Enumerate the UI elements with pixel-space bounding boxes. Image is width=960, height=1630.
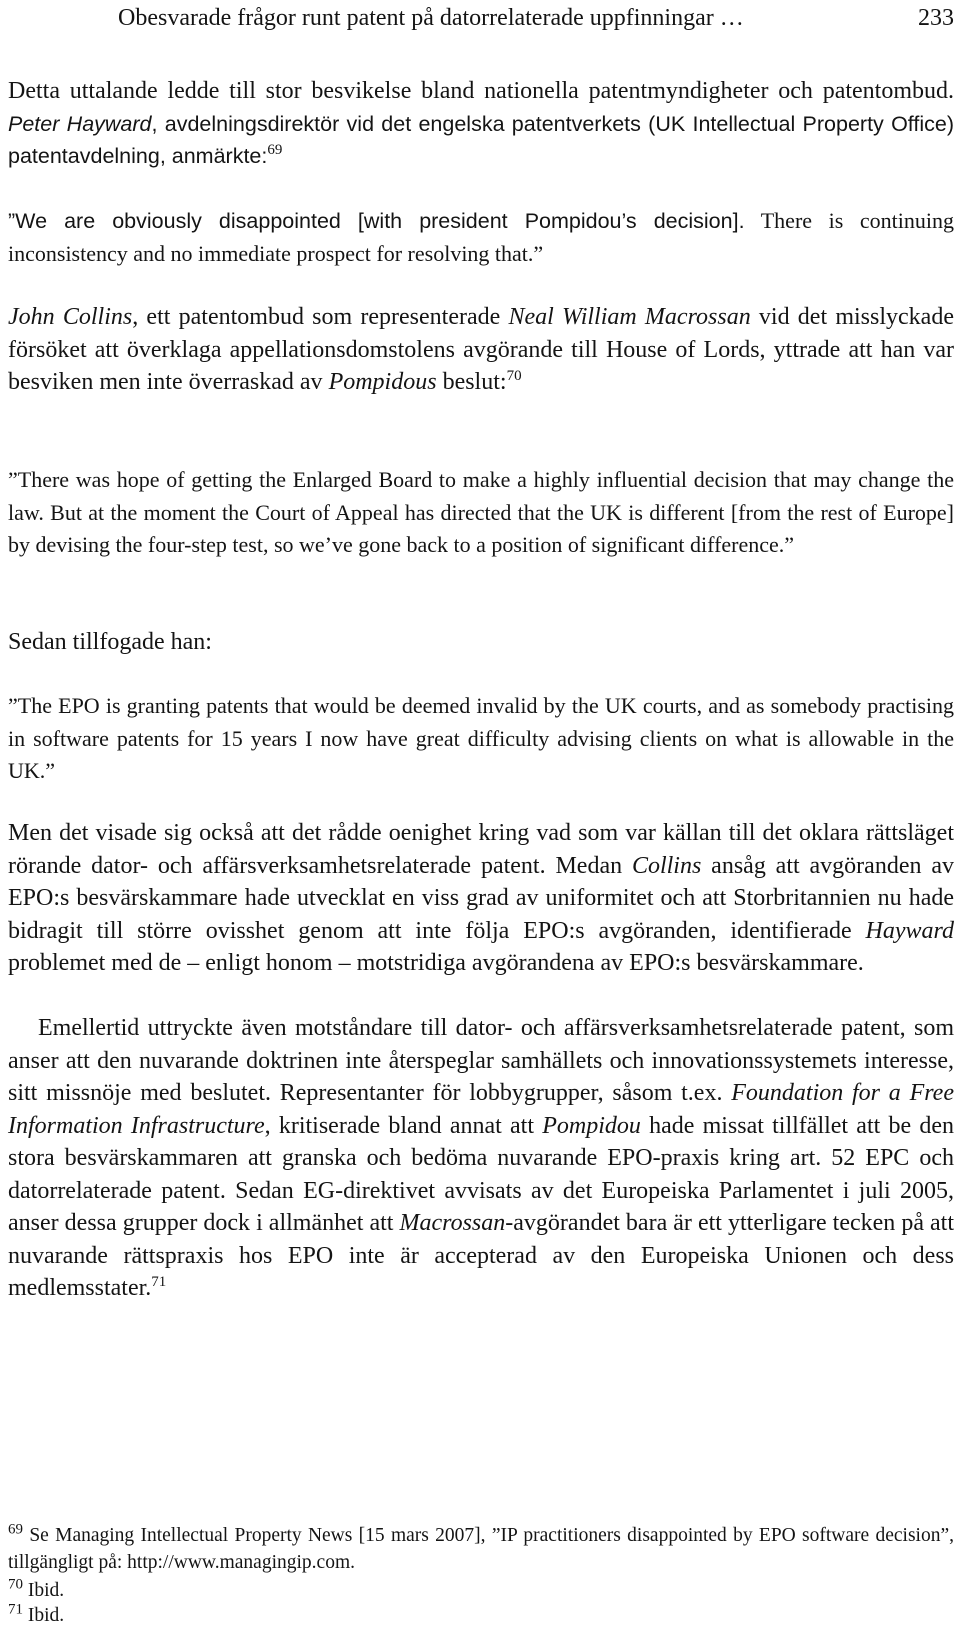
paragraph-text: hade missat tillfället att be den stora besvärskammaren att granska och bedöma nuvarande EPO-praxis kring art. 52 EPC och datorrelaterade patent. Sedan EG-direktivet avvisats av det Europeiska Parlamentet i juli 2005, anser dessa grupper dock i allmänhet att	[8, 1112, 955, 1236]
paragraph-2	[8, 301, 954, 399]
page-number: 233	[918, 5, 954, 31]
paragraph-text: -avgörandet bara är ett ytterligare tecken på att nuvarande rättspraxis hos EPO inte är accepterad av den Europeiska Unionen och dess medlemsstater.	[8, 1210, 954, 1301]
quote-3: ”The EPO is granting patents that would be deemed invalid by the UK courts, and as somebody practising in software patents for 15 years I now have great difficulty advising clients on what is allowable in the UK.”	[8, 693, 954, 783]
paragraph-text: , avdelningsdirektör vid det engelska patentverkets (UK Intellectual Property Office) patentavdelning, anmärkte:	[8, 111, 954, 168]
footnote-text: Se Managing Intellectual Property News [15 mars 2007], ”IP practitioners disappointed by EPO software decision”, tillgängligt på: http://www.managingip.com.	[8, 1525, 954, 1573]
footnote-number: 70	[8, 1576, 23, 1593]
footnote-ref-70[interactable]: 70	[506, 368, 522, 384]
footnote-number: 71	[8, 1601, 23, 1618]
italic-name: Pompidou	[542, 1112, 641, 1139]
italic-name: John Collins	[8, 304, 133, 330]
running-title: Obesvarade frågor runt patent på datorrelaterade uppfinningar …	[118, 5, 744, 31]
italic-name: Collins	[631, 852, 702, 879]
paragraph-text: Emellertid uttryckte även motståndare till dator- och affärsverksamhetsrelaterade patent, som anser att den nuvarande doktrinen inte återspeglar samhällets och innovationssystemets interesse, sitt missnöje med beslutet. Representanter för lobbygrupper, såsom t.ex.	[8, 1015, 954, 1106]
footnote-71	[8, 1602, 954, 1629]
italic-name: Macrossan	[399, 1210, 506, 1236]
footnote-ref-71[interactable]: 71	[151, 1274, 167, 1290]
paragraph-4	[8, 817, 954, 980]
italic-name: Foundation for a Free Information Infrastructure	[8, 1080, 954, 1139]
paragraph-text: beslut:	[436, 369, 507, 395]
paragraph-text: , kritiserade bland annat att	[264, 1112, 543, 1139]
quote-2: ”There was hope of getting the Enlarged Board to make a highly influential decision that may change the law. But at the moment the Court of Appeal has directed that the UK is different [from the rest of Europe] by devising the four-step test, so we’ve gone back to a position of significant difference.”	[8, 467, 954, 557]
italic-name: Pompidous	[328, 369, 437, 395]
paragraph-text: ansåg att avgöranden av EPO:s besvärskammare hade utvecklat en viss grad av uniformitet och att Storbritannien nu hade bidragit till större ovisshet genom att inte följa EPO:s avgöranden, identifierade	[8, 852, 954, 944]
paragraph-text: Men det visade sig också att det rådde oenighet kring vad som var källan till det oklara rättsläget rörande dator- och affärsverksamhetsrelaterade patent. Medan	[8, 820, 954, 879]
italic-name: Hayward	[865, 917, 954, 944]
paragraph-text: vid det misslyckade försöket att överklaga appellationsdomstolens avgörande till House of Lords, yttrade att han var besviken men inte överraskad av	[8, 304, 954, 395]
paragraph-text: , ett patentombud som representerade	[132, 304, 509, 330]
footnote-70	[8, 1577, 954, 1604]
running-header	[118, 0, 954, 36]
quote-text: ”We are obviously disappointed [with president Pompidou’s decision].	[8, 209, 745, 233]
footnote-69	[8, 1522, 954, 1576]
footnote-text: Ibid.	[27, 1605, 65, 1626]
quote-text: There is continuing inconsistency and no immediate prospect for resolving that.”	[8, 208, 954, 266]
quote-1	[8, 205, 954, 270]
footnote-ref-69[interactable]: 69	[267, 142, 283, 158]
footnote-text: Ibid.	[27, 1580, 65, 1601]
paragraph-text: problemet med de – enligt honom – motstridiga avgörandena av EPO:s besvärskammare.	[8, 950, 864, 976]
paragraph-text: Detta uttalande ledde till stor besvikelse bland nationella patentmyndigheter och patentombud.	[8, 78, 954, 104]
paragraph-5	[8, 1012, 954, 1305]
italic-name: Neal William Macrossan	[508, 304, 751, 330]
footnote-number: 69	[8, 1521, 23, 1538]
italic-name: Peter Hayward	[8, 111, 152, 136]
paragraph-1	[8, 75, 954, 173]
paragraph-3: Sedan tillfogade han:	[8, 629, 212, 655]
